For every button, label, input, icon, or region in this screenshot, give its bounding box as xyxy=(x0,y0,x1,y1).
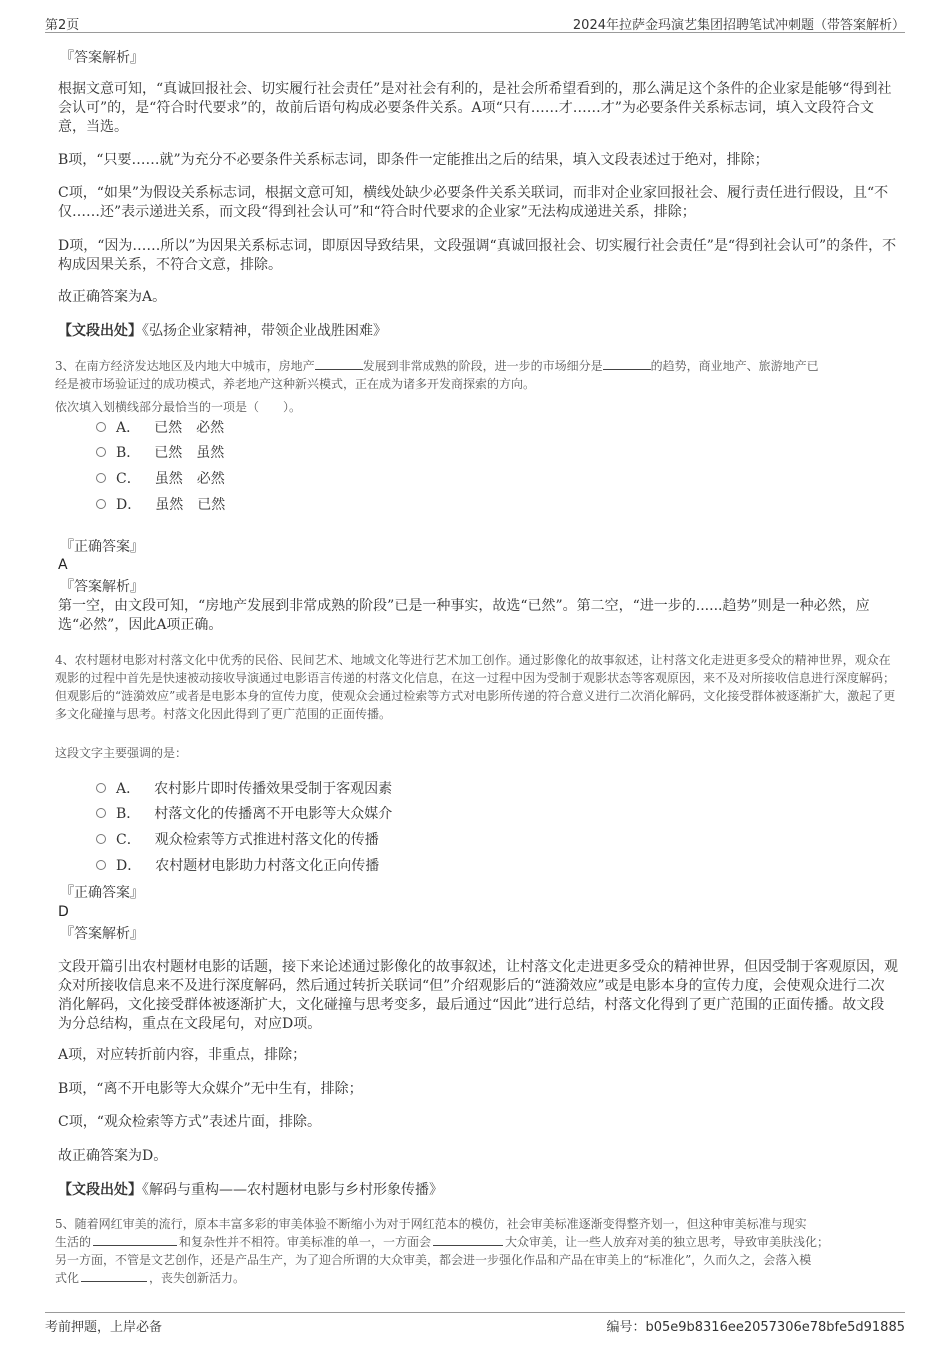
q3-stem-part: 发展到非常成熟的阶段，进一步的市场细分是 xyxy=(362,359,603,373)
page-header xyxy=(45,10,905,33)
q4-analysis-label: 『答案解析』 xyxy=(60,926,144,942)
q5-text: 式化 xyxy=(55,1271,80,1285)
blank-line xyxy=(81,1269,147,1282)
option-text: 观众检索等方式推进村落文化的传播 xyxy=(154,832,379,848)
q5-line xyxy=(55,1233,905,1251)
source-label: 【文段出处】 xyxy=(58,1182,142,1198)
q5-line: 另一方面，不管是文艺创作，还是产品生产，为了迎合所谓的大众审美，都会进一步强化作品和产品在审美上的“标准化”，久而久之，会落入模 xyxy=(55,1253,812,1267)
q5-text: ，丧失创新活力。 xyxy=(149,1271,246,1285)
radio-icon[interactable] xyxy=(96,808,106,818)
q3-stem xyxy=(55,357,900,393)
option-letter: A． xyxy=(116,420,141,436)
option-letter: A． xyxy=(116,781,141,797)
document-code: 编号：b05e9b8316ee2057306e78bfe5d91885 xyxy=(606,1320,905,1335)
option-text: 虽然 必然 xyxy=(154,471,225,487)
q3-option-b[interactable] xyxy=(96,443,224,463)
blank-line xyxy=(433,1233,503,1246)
source-text: 《弘扬企业家精神，带领企业战胜困难》 xyxy=(142,323,387,339)
blank-line xyxy=(93,1233,177,1246)
document-title: 2024年拉萨金玛演艺集团招聘笔试冲刺题（带答案解析） xyxy=(572,18,905,33)
option-text: 已然 必然 xyxy=(154,420,225,436)
option-text: 农村题材电影助力村落文化正向传播 xyxy=(155,858,380,874)
q3-prompt: 依次填入划横线部分最恰当的一项是（ ）。 xyxy=(55,400,302,414)
source-text: 《解码与重构——农村题材电影与乡村形象传播》 xyxy=(142,1182,443,1198)
q2-analysis-p4: D项，“因为……所以”为因果关系标志词，即原因导致结果，文段强调“真诚回报社会、切实履行社会责任”是“得到社会认可”的条件，不构成因果关系，不符合文意，排除。 xyxy=(58,238,897,273)
radio-icon[interactable] xyxy=(96,834,106,844)
q5-text: 生活的 xyxy=(55,1235,92,1249)
q4-option-d[interactable] xyxy=(96,856,379,876)
option-letter: D． xyxy=(116,497,142,513)
q3-analysis: 第一空，由文段可知，“房地产发展到非常成熟的阶段”已是一种事实，故选“已然”。第二空，“进一步的......趋势”则是一种必然，应选“必然”，因此A项正确。 xyxy=(58,598,870,633)
q5-stem xyxy=(55,1215,905,1287)
q4-analysis-p2: A项，对应转折前内容，非重点，排除； xyxy=(58,1047,307,1063)
radio-icon[interactable] xyxy=(96,499,106,509)
q4-option-a[interactable] xyxy=(96,779,392,799)
option-letter: D． xyxy=(116,858,142,874)
q3-stem-part: 3、在南方经济发达地区及内地大中城市，房地产 xyxy=(55,359,315,373)
q3-option-a[interactable] xyxy=(96,418,224,438)
q3-correct-answer: A xyxy=(58,557,68,573)
page-footer xyxy=(45,1312,905,1335)
q4-option-b[interactable] xyxy=(96,804,392,824)
footer-slogan: 考前押题，上岸必备 xyxy=(45,1320,163,1335)
q2-analysis-p3: C项，“如果”为假设关系标志词，根据文意可知，横线处缺少必要条件关系关联词，而非对企业家回报社会、履行责任进行假设，且“不仅……还”表示递进关系，而文段“得到社会认可”和“符合时代要求的企业家”无法构成递进关系，排除； xyxy=(58,185,889,220)
q4-source xyxy=(58,1181,443,1200)
q4-analysis-p4: C项，“观众检索等方式”表述片面，排除。 xyxy=(58,1114,322,1130)
radio-icon[interactable] xyxy=(96,860,106,870)
option-letter: C． xyxy=(116,832,141,848)
option-text: 虽然 已然 xyxy=(155,497,226,513)
q5-line: 5、随着网红审美的流行，原本丰富多彩的审美体验不断缩小为对于网红范本的模仿，社会审美标准逐渐变得整齐划一，但这种审美标准与现实 xyxy=(55,1217,807,1231)
option-letter: C． xyxy=(116,471,141,487)
q4-prompt: 这段文字主要强调的是： xyxy=(55,746,188,760)
option-text: 农村影片即时传播效果受制于客观因素 xyxy=(154,781,393,797)
option-letter: B． xyxy=(116,806,141,822)
q2-analysis-p1: 根据文意可知，“真诚回报社会、切实履行社会责任”是对社会有利的，是社会所希望看到的，那么满足这个条件的企业家是能够“得到社会认可”的，是“符合时代要求”的，故前后语句构成必要条件关系。A项“只有……才……才”为必要条件关系标志词，填入文段符合文意，当选。 xyxy=(58,81,892,135)
q3-option-c[interactable] xyxy=(96,469,225,489)
q4-option-c[interactable] xyxy=(96,830,379,850)
q3-analysis-label: 『答案解析』 xyxy=(60,579,144,595)
q4-conclusion: 故正确答案为D。 xyxy=(58,1148,168,1164)
q2-source xyxy=(58,322,387,341)
option-text: 已然 虽然 xyxy=(154,445,225,461)
blank-line xyxy=(315,357,363,370)
q2-analysis-label: 『答案解析』 xyxy=(60,50,144,66)
blank-line xyxy=(603,357,651,370)
source-label: 【文段出处】 xyxy=(58,323,142,339)
radio-icon[interactable] xyxy=(96,447,106,457)
q2-analysis-p2: B项，“只要……就”为充分不必要条件关系标志词，即条件一定能推出之后的结果，填入文段表述过于绝对，排除； xyxy=(58,152,769,168)
q4-analysis-p1: 文段开篇引出农村题材电影的话题，接下来论述通过影像化的故事叙述，让村落文化走进更多受众的精神世界，但因受制于客观原因，观众对所接收信息来不及进行深度解码，然后通过转折关联词“但”介绍观影后的“涟漪效应”或是电影本身的宣传力度，会使观众进行二次消化解码，文化接受群体被逐渐扩大，文化碰撞与思考变多，最后通过“因此”进行总结，村落文化得到了更广范围的正面传播。故文段为分总结构，重点在文段尾句，对应D项。 xyxy=(58,959,898,1032)
q3-stem-part: 经是被市场验证过的成功模式，养老地产这种新兴模式，正在成为诸多开发商探索的方向。 xyxy=(55,377,536,391)
q3-correct-label: 『正确答案』 xyxy=(60,539,144,555)
q3-stem-part: 的趋势，商业地产、旅游地产已 xyxy=(650,359,819,373)
page-number: 第2页 xyxy=(45,18,80,33)
radio-icon[interactable] xyxy=(96,473,106,483)
q3-option-d[interactable] xyxy=(96,495,225,515)
option-letter: B． xyxy=(116,445,141,461)
q2-conclusion: 故正确答案为A。 xyxy=(58,289,167,305)
q4-correct-label: 『正确答案』 xyxy=(60,885,144,901)
q4-stem: 4、农村题材电影对村落文化中优秀的民俗、民间艺术、地域文化等进行艺术加工创作。通过影像化的故事叙述，让村落文化走进更多受众的精神世界，观众在观影的过程中首先是快速被动接收导演通过电影语言传递的村落文化信息，在这一过程中因为受制于观影状态等客观原因，来不及对所接收信息进行深度解码；但观影后的“涟漪效应”或者是电影本身的宣传力度，使观众会通过检索等方式对电影所传递的符合意义进行二次消化解码，文化接受群体被逐渐扩大，激起了更多文化碰撞与思考。村落文化因此得到了更广范围的正面传播。 xyxy=(55,653,896,721)
q4-analysis-p3: B项，“离不开电影等大众媒介”无中生有，排除； xyxy=(58,1081,363,1097)
q4-correct-answer: D xyxy=(58,904,69,920)
radio-icon[interactable] xyxy=(96,422,106,432)
q5-text: 和复杂性并不相符。审美标准的单一，一方面会 xyxy=(179,1235,432,1249)
q5-line xyxy=(55,1269,905,1287)
q5-text: 大众审美，让一些人放弃对美的独立思考，导致审美肤浅化； xyxy=(505,1235,830,1249)
radio-icon[interactable] xyxy=(96,783,106,793)
option-text: 村落文化的传播离不开电影等大众媒介 xyxy=(154,806,393,822)
